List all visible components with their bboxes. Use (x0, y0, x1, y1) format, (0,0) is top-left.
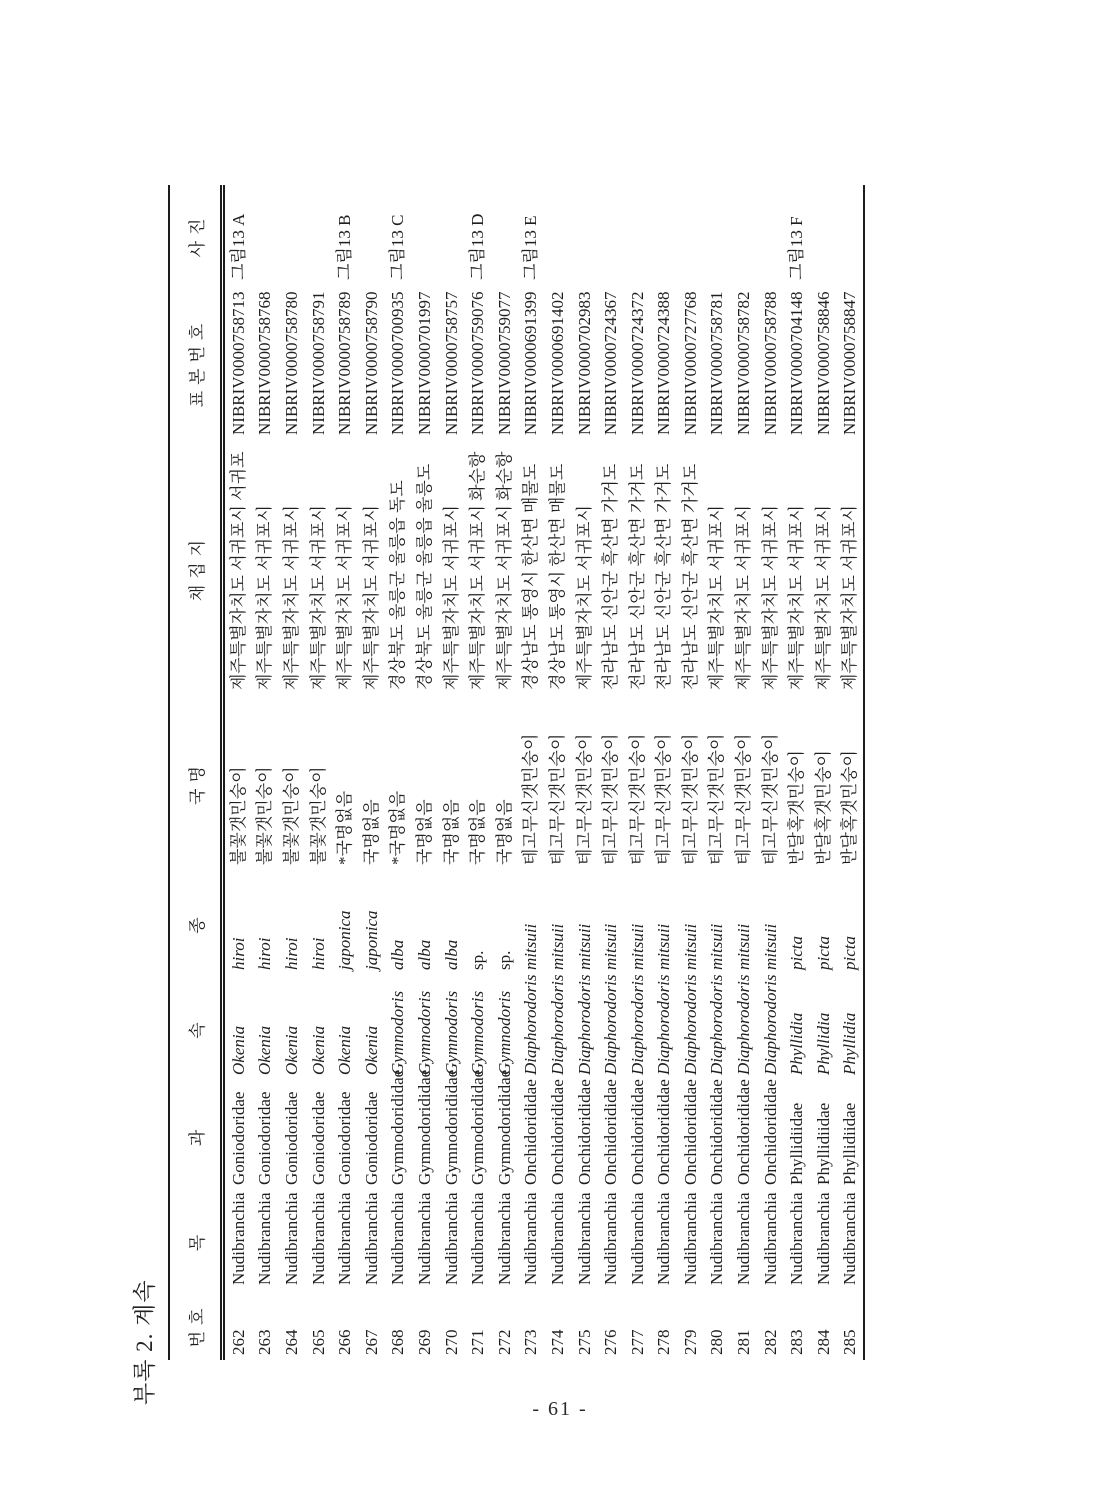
table-cell: Onchidorididae (574, 1079, 594, 1185)
table-cell (730, 185, 757, 285)
table-cell: Nudibranchia (361, 1192, 381, 1285)
table-cell: Nudibranchia (787, 1192, 807, 1285)
table-cell: Onchidorididae (760, 1079, 780, 1185)
table-cell: NIBRIV0000758790 (361, 291, 381, 435)
table-cell: 268 (388, 1329, 408, 1355)
table-cell: japonica (335, 910, 355, 970)
table-cell: hiroi (255, 937, 275, 970)
table-cell: 281 (734, 1329, 754, 1355)
table-cell: Diaphorodoris (654, 974, 674, 1075)
table-cell: Gymnodorididae (441, 1069, 461, 1185)
table-cell: Gymnodoris (468, 990, 488, 1075)
column-header: 번호 (169, 1290, 223, 1360)
table-cell: Diaphorodoris (707, 974, 727, 1075)
table-cell: 테고무신갯민숭이 (574, 733, 594, 865)
table-cell: alba (441, 939, 461, 970)
table-cell: 국명없음 (468, 799, 488, 865)
table-cell: 264 (281, 1329, 301, 1355)
table-cell: Phyllidiidae (813, 1102, 833, 1185)
table-cell: Gymnodorididae (388, 1069, 408, 1185)
table-cell: 265 (308, 1329, 328, 1355)
table-cell: mitsuii (574, 923, 594, 970)
table-cell: Nudibranchia (813, 1192, 833, 1285)
table-cell: 불꽃갯민숭이 (255, 766, 275, 865)
table-cell: mitsuii (760, 923, 780, 970)
table-cell: NIBRIV0000758781 (707, 291, 727, 435)
rotated-table-block (130, 180, 865, 1405)
table-cell (278, 185, 305, 285)
table-cell (597, 185, 624, 285)
table-cell: alba (414, 939, 434, 970)
table-cell: NIBRIV0000758713 (228, 291, 248, 435)
table-cell: Nudibranchia (228, 1192, 248, 1285)
table-cell: picta (813, 936, 833, 970)
table-cell: Goniodoridae (335, 1091, 355, 1185)
table-cell: 테고무신갯민숭이 (521, 733, 541, 865)
table-cell: Phyllidia (787, 1012, 807, 1075)
table-cell: 284 (813, 1329, 833, 1355)
table-cell: alba (388, 939, 408, 970)
table-cell: 283 (787, 1329, 807, 1355)
table-cell: 285 (840, 1329, 860, 1355)
table-row (544, 185, 571, 1360)
table-cell: Gymnodorididae (414, 1069, 434, 1185)
table-cell: 267 (361, 1329, 381, 1355)
table-cell: 제주특별자치도 서귀포시 화순항 (494, 451, 514, 690)
table-row (837, 185, 865, 1360)
table-cell (651, 185, 678, 285)
table-cell: Goniodoridae (281, 1091, 301, 1185)
table-cell: 277 (627, 1329, 647, 1355)
table-cell: 제주특별자치도 서귀포시 (361, 505, 381, 690)
column-header: 목 (169, 1190, 223, 1290)
table-cell: 경상북도 울릉군 울릉읍 독도 (388, 480, 408, 690)
table-cell: 전라남도 신안군 흑산면 가거도 (654, 463, 674, 690)
table-cell: *국명없음 (388, 790, 408, 865)
table-cell: *국명없음 (335, 790, 355, 865)
table-cell: 국명없음 (494, 799, 514, 865)
table-cell: 제주특별자치도 서귀포시 (335, 505, 355, 690)
table-cell: mitsuii (627, 923, 647, 970)
table-row (223, 185, 252, 1360)
table-cell: Goniodoridae (255, 1091, 275, 1185)
table-cell: 테고무신갯민숭이 (760, 733, 780, 865)
column-header: 과 (169, 1080, 223, 1190)
table-cell: Diaphorodoris (521, 974, 541, 1075)
specimen-table (168, 185, 865, 1360)
table-cell: 경상북도 울릉군 울릉읍 울릉도 (414, 463, 434, 690)
table-cell: sp. (494, 950, 514, 970)
table-cell (810, 185, 837, 285)
table-cell: Nudibranchia (601, 1192, 621, 1285)
table-cell: 국명없음 (414, 799, 434, 865)
table-cell: Phyllidia (813, 1012, 833, 1075)
table-cell: Goniodoridae (361, 1091, 381, 1185)
table-cell: Diaphorodoris (574, 974, 594, 1075)
table-cell: 그림13 C (388, 214, 408, 280)
table-row (491, 185, 518, 1360)
table-cell: Nudibranchia (281, 1192, 301, 1285)
table-cell: hiroi (281, 937, 301, 970)
table-cell: 테고무신갯민숭이 (654, 733, 674, 865)
table-cell: 국명없음 (441, 799, 461, 865)
table-cell: Nudibranchia (308, 1192, 328, 1285)
table-cell: Nudibranchia (680, 1192, 700, 1285)
table-cell: NIBRIV0000758757 (441, 291, 461, 435)
page-number: - 61 - (532, 1398, 588, 1420)
table-cell: Nudibranchia (335, 1192, 355, 1285)
table-cell: 제주특별자치도 서귀포시 (813, 505, 833, 690)
table-cell: mitsuii (680, 923, 700, 970)
table-cell: 266 (335, 1329, 355, 1355)
table-cell: 제주특별자치도 서귀포시 (707, 505, 727, 690)
table-cell: Goniodoridae (228, 1091, 248, 1185)
table-cell: 불꽃갯민숭이 (228, 766, 248, 865)
table-body (223, 185, 865, 1360)
table-row (810, 185, 837, 1360)
table-cell: Nudibranchia (574, 1192, 594, 1285)
table-cell: Phyllidiidae (787, 1102, 807, 1185)
table-cell: NIBRIV0000724388 (654, 291, 674, 435)
table-cell: 제주특별자치도 서귀포시 (787, 505, 807, 690)
table-cell: mitsuii (654, 923, 674, 970)
table-cell: Gymnodoris (494, 990, 514, 1075)
table-cell (305, 185, 332, 285)
table-row (331, 185, 358, 1360)
table-cell: NIBRIV0000700935 (388, 291, 408, 435)
table-row (571, 185, 598, 1360)
table-cell: Nudibranchia (840, 1192, 860, 1285)
table-row (464, 185, 491, 1360)
table-cell: NIBRIV0000758847 (840, 291, 860, 435)
table-cell: Onchidorididae (680, 1079, 700, 1185)
table-cell (704, 185, 731, 285)
table-cell: 전라남도 신안군 흑산면 가거도 (627, 463, 647, 690)
table-row (252, 185, 279, 1360)
table-cell: Nudibranchia (734, 1192, 754, 1285)
table-cell: sp. (468, 950, 488, 970)
table-cell: 제주특별자치도 서귀포시 (840, 505, 860, 690)
table-cell: NIBRIV0000758791 (308, 291, 328, 435)
table-cell: 테고무신갯민숭이 (734, 733, 754, 865)
table-cell (677, 185, 704, 285)
table-cell: NIBRIV0000758846 (813, 291, 833, 435)
table-cell: 279 (680, 1329, 700, 1355)
table-cell: 제주특별자치도 서귀포시 (255, 505, 275, 690)
table-cell: 제주특별자치도 서귀포시 (308, 505, 328, 690)
table-cell: NIBRIV0000758782 (734, 291, 754, 435)
appendix-title: 부록 2. 계속 (132, 1279, 157, 1405)
table-cell: Onchidorididae (707, 1079, 727, 1185)
table-cell: 278 (654, 1329, 674, 1355)
table-cell: 전라남도 신안군 흑산면 가거도 (680, 463, 700, 690)
column-header: 종 (169, 870, 223, 975)
table-cell: picta (787, 936, 807, 970)
table-cell: 반달혹갯민숭이 (787, 750, 807, 865)
table-cell: NIBRIV0000704148 (787, 291, 807, 435)
column-header: 채집지 (169, 440, 223, 695)
table-cell: Diaphorodoris (601, 974, 621, 1075)
table-cell: Okenia (255, 1025, 275, 1075)
table-cell: 테고무신갯민숭이 (601, 733, 621, 865)
table-cell: 280 (707, 1329, 727, 1355)
table-cell: NIBRIV0000758789 (335, 291, 355, 435)
table-cell: Onchidorididae (547, 1079, 567, 1185)
table-cell: 제주특별자치도 서귀포시 (574, 505, 594, 690)
table-cell: Nudibranchia (654, 1192, 674, 1285)
table-row (358, 185, 385, 1360)
table-cell: mitsuii (521, 923, 541, 970)
table-cell: 제주특별자치도 서귀포시 서귀포 (228, 451, 248, 690)
table-cell: Onchidorididae (521, 1079, 541, 1185)
table-cell: Nudibranchia (388, 1192, 408, 1285)
table-row (783, 185, 810, 1360)
table-cell: 그림13 A (228, 213, 248, 280)
table-cell: Goniodoridae (308, 1091, 328, 1185)
table-cell: 276 (601, 1329, 621, 1355)
table-cell (624, 185, 651, 285)
table-cell: Onchidorididae (654, 1079, 674, 1185)
table-cell: 그림13 B (335, 214, 355, 280)
column-header: 표본번호 (169, 285, 223, 440)
table-cell: 불꽃갯민숭이 (281, 766, 301, 865)
table-cell (438, 185, 465, 285)
table-cell: 테고무신갯민숭이 (707, 733, 727, 865)
table-cell (544, 185, 571, 285)
table-cell: 274 (547, 1329, 567, 1355)
table-cell: Nudibranchia (414, 1192, 434, 1285)
table-cell: 269 (414, 1329, 434, 1355)
table-cell: 제주특별자치도 서귀포시 (281, 505, 301, 690)
table-cell (757, 185, 784, 285)
table-cell: Nudibranchia (468, 1192, 488, 1285)
table-cell: 제주특별자치도 서귀포시 (760, 505, 780, 690)
column-header: 국명 (169, 695, 223, 870)
table-header-row (169, 185, 223, 1360)
table-cell: NIBRIV0000759077 (494, 291, 514, 435)
table-cell: mitsuii (547, 923, 567, 970)
table-cell (491, 185, 518, 285)
table-cell: Diaphorodoris (680, 974, 700, 1075)
table-cell: 국명없음 (361, 799, 381, 865)
table-cell: NIBRIV0000758788 (760, 291, 780, 435)
table-cell: NIBRIV0000691399 (521, 291, 541, 435)
table-cell: Diaphorodoris (734, 974, 754, 1075)
table-cell: 271 (468, 1329, 488, 1355)
table-row (518, 185, 545, 1360)
table-cell: 282 (760, 1329, 780, 1355)
table-cell: Phyllidiidae (840, 1102, 860, 1185)
table-cell: Nudibranchia (627, 1192, 647, 1285)
table-cell: NIBRIV0000701997 (414, 291, 434, 435)
table-row (411, 185, 438, 1360)
table-cell: 제주특별자치도 서귀포시 화순항 (468, 451, 488, 690)
table-cell: 제주특별자치도 서귀포시 (734, 505, 754, 690)
table-cell: mitsuii (601, 923, 621, 970)
table-cell: Nudibranchia (441, 1192, 461, 1285)
table-cell: Nudibranchia (547, 1192, 567, 1285)
table-cell: hiroi (308, 937, 328, 970)
table-cell: Onchidorididae (601, 1079, 621, 1185)
table-cell: 테고무신갯민숭이 (547, 733, 567, 865)
table-cell: NIBRIV0000691402 (547, 291, 567, 435)
table-cell: 272 (494, 1329, 514, 1355)
table-cell: Okenia (335, 1025, 355, 1075)
table-cell: NIBRIV0000724367 (601, 291, 621, 435)
table-cell: Nudibranchia (707, 1192, 727, 1285)
table-cell: Okenia (361, 1025, 381, 1075)
table-row (730, 185, 757, 1360)
table-cell (571, 185, 598, 285)
table-cell: 테고무신갯민숭이 (680, 733, 700, 865)
table-cell: 273 (521, 1329, 541, 1355)
table-cell (837, 185, 865, 285)
table-row (677, 185, 704, 1360)
table-cell (252, 185, 279, 285)
table-row (438, 185, 465, 1360)
table-cell: NIBRIV0000727768 (680, 291, 700, 435)
table-cell: Nudibranchia (760, 1192, 780, 1285)
table-cell: NIBRIV0000758780 (281, 291, 301, 435)
table-cell: Gymnodoris (388, 990, 408, 1075)
table-cell: 반달혹갯민숭이 (840, 750, 860, 865)
table-row (651, 185, 678, 1360)
table-cell: Diaphorodoris (760, 974, 780, 1075)
table-cell: Okenia (281, 1025, 301, 1075)
table-cell: Gymnodorididae (494, 1069, 514, 1185)
table-cell: 275 (574, 1329, 594, 1355)
table-cell: Onchidorididae (627, 1079, 647, 1185)
table-cell: Nudibranchia (494, 1192, 514, 1285)
table-cell: Onchidorididae (734, 1079, 754, 1185)
table-cell: mitsuii (734, 923, 754, 970)
table-cell: Gymnodoris (414, 990, 434, 1075)
table-row (704, 185, 731, 1360)
table-cell: 263 (255, 1329, 275, 1355)
table-cell: hiroi (228, 937, 248, 970)
table-cell: NIBRIV0000759076 (468, 291, 488, 435)
table-cell: Phyllidia (840, 1012, 860, 1075)
table-cell: Nudibranchia (255, 1192, 275, 1285)
table-cell (358, 185, 385, 285)
table-cell: 경상남도 통영시 한산면 매물도 (521, 463, 541, 690)
table-cell: 경상남도 통영시 한산면 매물도 (547, 463, 567, 690)
table-cell: 그림13 D (468, 213, 488, 280)
table-row (597, 185, 624, 1360)
table-cell: 그림13 E (521, 215, 541, 280)
table-row (278, 185, 305, 1360)
table-row (305, 185, 332, 1360)
table-cell: mitsuii (707, 923, 727, 970)
table-cell: NIBRIV0000724372 (627, 291, 647, 435)
table-cell: Gymnodorididae (468, 1069, 488, 1185)
table-cell: japonica (361, 910, 381, 970)
table-cell: Okenia (228, 1025, 248, 1075)
table-cell: Diaphorodoris (627, 974, 647, 1075)
table-cell: 제주특별자치도 서귀포시 (441, 505, 461, 690)
table-cell: 270 (441, 1329, 461, 1355)
table-cell: 반달혹갯민숭이 (813, 750, 833, 865)
table-cell: Diaphorodoris (547, 974, 567, 1075)
table-cell: Nudibranchia (521, 1192, 541, 1285)
table-cell: Gymnodoris (441, 990, 461, 1075)
table-cell: 전라남도 신안군 흑산면 가거도 (601, 463, 621, 690)
table-cell: 불꽃갯민숭이 (308, 766, 328, 865)
table-cell: Okenia (308, 1025, 328, 1075)
table-cell: NIBRIV0000702983 (574, 291, 594, 435)
table-cell: NIBRIV0000758768 (255, 291, 275, 435)
table-row (757, 185, 784, 1360)
table-cell: 262 (228, 1329, 248, 1355)
column-header: 사진 (169, 185, 223, 285)
table-row (624, 185, 651, 1360)
table-row (385, 185, 412, 1360)
column-header: 속 (169, 975, 223, 1080)
table-cell: picta (840, 936, 860, 970)
table-cell: 그림13 F (787, 216, 807, 280)
table-cell (411, 185, 438, 285)
table-cell: 테고무신갯민숭이 (627, 733, 647, 865)
